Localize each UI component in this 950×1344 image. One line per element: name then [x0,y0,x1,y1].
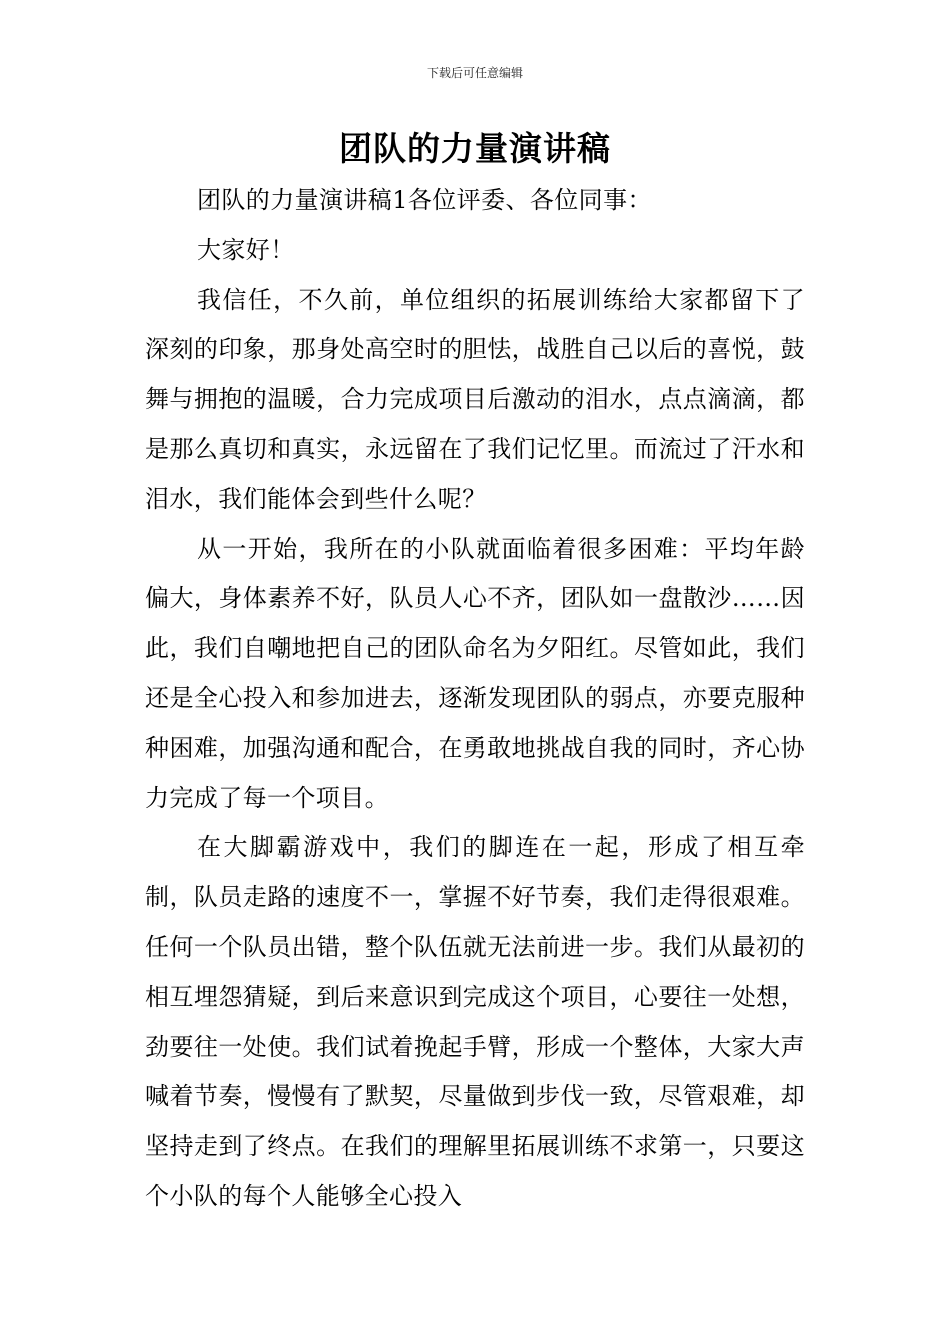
paragraph-big-foot-game: 在大脚霸游戏中，我们的脚连在一起，形成了相互牵制，队员走路的速度不一，掌握不好节奏，我们走得很艰难。任何一个队员出错，整个队伍就无法前进一步。我们从最初的相互埋怨猜疑，到后来意识到完成这个项目，心要往一处想，劲要往一处使。我们试着挽起手臂，形成一个整体，大家大声喊着节奏，慢慢有了默契，尽量做到步伐一致，尽管艰难，却坚持走到了终点。在我们的理解里拓展训练不求第一，只要这个小队的每个人能够全心投入 [145,833,805,1210]
document-body [145,176,805,1222]
document-title: 团队的力量演讲稿 [339,129,611,168]
paragraph-team-difficulties: 从一开始，我所在的小队就面临着很多困难：平均年龄偏大，身体素养不好，队员人心不齐，团队如一盘散沙……因此，我们自嘲地把自己的团队命名为夕阳红。尽管如此，我们还是全心投入和参加进去，逐渐发现团队的弱点，亦要克服种种困难，加强沟通和配合，在勇敢地挑战自我的同时，齐心协力完成了每一个项目。 [145,534,805,812]
paragraph-greeting-line: 团队的力量演讲稿1各位评委、各位同事： [197,186,652,214]
paragraph-hello: 大家好！ [197,235,295,264]
paragraph-intro: 我信任，不久前，单位组织的拓展训练给大家都留下了深刻的印象，那身处高空时的胆怯，战胜自己以后的喜悦，鼓舞与拥抱的温暖，合力完成项目后激动的泪水，点点滴滴，都是那么真切和真实，永远留在了我们记忆里。而流过了汗水和泪水，我们能体会到些什么呢？ [145,285,805,513]
header-note: 下载后可任意编辑 [426,66,523,80]
